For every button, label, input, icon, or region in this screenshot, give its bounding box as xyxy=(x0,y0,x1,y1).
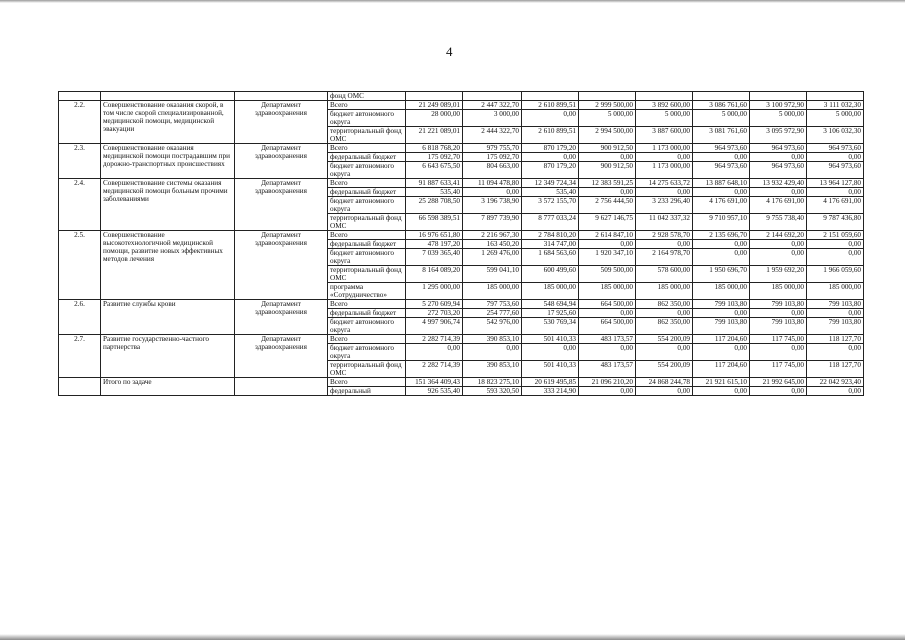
amount-cell: 870 179,20 xyxy=(522,144,579,153)
amount-cell: 25 288 708,50 xyxy=(406,197,463,214)
amount-cell: 14 275 633,72 xyxy=(636,179,693,188)
amount-cell: 964 973,60 xyxy=(693,162,750,179)
amount-cell: 185 000,00 xyxy=(636,283,693,300)
amount-cell: 0,00 xyxy=(807,240,864,249)
amount-cell: 0,00 xyxy=(636,240,693,249)
amount-cell: 175 092,70 xyxy=(406,153,463,162)
department-cell: Департамент здравоохранения xyxy=(235,101,328,144)
table-row xyxy=(59,101,864,110)
amount-cell: 0,00 xyxy=(807,188,864,197)
amount-cell: 501 410,33 xyxy=(522,361,579,378)
amount-cell: 0,00 xyxy=(579,344,636,361)
amount-cell: 600 499,60 xyxy=(522,266,579,283)
amount-cell: 1 684 563,60 xyxy=(522,249,579,266)
empty-cell xyxy=(522,92,579,101)
amount-cell: 13 887 648,10 xyxy=(693,179,750,188)
amount-cell: 797 753,60 xyxy=(463,300,522,309)
amount-cell: 1 295 000,00 xyxy=(406,283,463,300)
scan-edge-bottom xyxy=(0,634,905,640)
amount-cell: 118 127,70 xyxy=(807,335,864,344)
source-cell: бюджет автономного округа xyxy=(328,197,406,214)
amount-cell: 870 179,20 xyxy=(522,162,579,179)
amount-cell: 1 920 347,10 xyxy=(579,249,636,266)
department-cell: Департамент здравоохранения xyxy=(235,179,328,231)
amount-cell: 272 703,20 xyxy=(406,309,463,318)
empty-cell xyxy=(579,92,636,101)
amount-cell: 5 000,00 xyxy=(636,110,693,127)
amount-cell: 9 787 436,80 xyxy=(807,214,864,231)
amount-cell: 2 282 714,39 xyxy=(406,361,463,378)
source-cell: территориальный фонд ОМС xyxy=(328,266,406,283)
amount-cell: 91 887 633,41 xyxy=(406,179,463,188)
item-number-cell: 2.3. xyxy=(59,144,101,179)
department-cell xyxy=(235,378,328,396)
amount-cell: 6 643 675,50 xyxy=(406,162,463,179)
department-cell: Департамент здравоохранения xyxy=(235,300,328,335)
amount-cell: 9 755 738,40 xyxy=(750,214,807,231)
amount-cell: 5 000,00 xyxy=(807,110,864,127)
amount-cell: 333 214,90 xyxy=(522,387,579,396)
amount-cell: 2 610 899,51 xyxy=(522,127,579,144)
amount-cell: 0,00 xyxy=(636,188,693,197)
item-name-cell: Развитие службы крови xyxy=(101,300,235,335)
amount-cell: 578 600,00 xyxy=(636,266,693,283)
source-cell: бюджет автономного округа xyxy=(328,162,406,179)
source-cell: бюджет автономного округа xyxy=(328,110,406,127)
amount-cell: 0,00 xyxy=(636,309,693,318)
amount-cell: 979 755,70 xyxy=(463,144,522,153)
department-cell: Департамент здравоохранения xyxy=(235,231,328,300)
amount-cell: 664 500,00 xyxy=(579,300,636,309)
amount-cell: 5 000,00 xyxy=(579,110,636,127)
amount-cell: 1 269 476,00 xyxy=(463,249,522,266)
amount-cell: 390 853,10 xyxy=(463,361,522,378)
amount-cell: 3 000,00 xyxy=(463,110,522,127)
item-number-cell xyxy=(59,378,101,396)
amount-cell: 17 925,60 xyxy=(522,309,579,318)
empty-cell xyxy=(59,92,101,101)
table-row xyxy=(59,335,864,344)
amount-cell: 599 041,10 xyxy=(463,266,522,283)
source-cell: территориальный фонд ОМС xyxy=(328,127,406,144)
empty-cell xyxy=(693,92,750,101)
amount-cell: 1 959 692,20 xyxy=(750,266,807,283)
amount-cell: 12 349 724,34 xyxy=(522,179,579,188)
amount-cell: 0,00 xyxy=(693,153,750,162)
amount-cell: 0,00 xyxy=(522,153,579,162)
amount-cell: 0,00 xyxy=(693,249,750,266)
item-name-cell: Совершенствование системы оказания медицинской помощи больным прочими заболеваниями xyxy=(101,179,235,231)
amount-cell: 390 853,10 xyxy=(463,335,522,344)
amount-cell: 0,00 xyxy=(750,153,807,162)
amount-cell: 0,00 xyxy=(750,344,807,361)
amount-cell: 22 042 923,40 xyxy=(807,378,864,387)
amount-cell: 548 694,94 xyxy=(522,300,579,309)
table-row xyxy=(59,300,864,309)
table-row xyxy=(59,231,864,240)
source-cell: Всего xyxy=(328,378,406,387)
amount-cell: 0,00 xyxy=(522,344,579,361)
item-name-cell: Совершенствование оказания медицинской помощи пострадавшим при дорожно-транспортных происшествиях xyxy=(101,144,235,179)
amount-cell: 11 042 337,32 xyxy=(636,214,693,231)
amount-cell: 3 086 761,60 xyxy=(693,101,750,110)
amount-cell: 535,40 xyxy=(406,188,463,197)
amount-cell: 804 663,00 xyxy=(463,162,522,179)
amount-cell: 862 350,00 xyxy=(636,300,693,309)
amount-cell: 900 912,50 xyxy=(579,162,636,179)
amount-cell: 24 868 244,78 xyxy=(636,378,693,387)
amount-cell: 117 204,60 xyxy=(693,361,750,378)
item-number-cell: 2.5. xyxy=(59,231,101,300)
amount-cell: 7 897 739,90 xyxy=(463,214,522,231)
amount-cell: 0,00 xyxy=(522,110,579,127)
empty-cell xyxy=(235,92,328,101)
amount-cell: 21 921 615,10 xyxy=(693,378,750,387)
source-cell: федеральный бюджет xyxy=(328,240,406,249)
amount-cell: 16 976 651,80 xyxy=(406,231,463,240)
amount-cell: 0,00 xyxy=(807,309,864,318)
amount-cell: 862 350,00 xyxy=(636,318,693,335)
source-cell: федеральный xyxy=(328,387,406,396)
source-cell: территориальный фонд ОМС xyxy=(328,361,406,378)
amount-cell: 21 096 210,20 xyxy=(579,378,636,387)
amount-cell: 8 777 033,24 xyxy=(522,214,579,231)
amount-cell: 3 106 032,30 xyxy=(807,127,864,144)
amount-cell: 535,40 xyxy=(522,188,579,197)
empty-cell xyxy=(807,92,864,101)
amount-cell: 0,00 xyxy=(807,344,864,361)
empty-cell xyxy=(406,92,463,101)
amount-cell: 964 973,60 xyxy=(750,144,807,153)
amount-cell: 799 103,80 xyxy=(693,300,750,309)
table-row xyxy=(59,179,864,188)
amount-cell: 509 500,00 xyxy=(579,266,636,283)
amount-cell: 0,00 xyxy=(579,309,636,318)
amount-cell: 2 164 978,70 xyxy=(636,249,693,266)
amount-cell: 554 200,09 xyxy=(636,335,693,344)
amount-cell: 501 410,33 xyxy=(522,335,579,344)
amount-cell: 6 818 768,20 xyxy=(406,144,463,153)
amount-cell: 0,00 xyxy=(693,344,750,361)
amount-cell: 0,00 xyxy=(750,249,807,266)
empty-cell xyxy=(463,92,522,101)
page-number: 4 xyxy=(446,44,453,59)
amount-cell: 3 100 972,90 xyxy=(750,101,807,110)
amount-cell: 554 200,09 xyxy=(636,361,693,378)
amount-cell: 0,00 xyxy=(693,240,750,249)
amount-cell: 13 932 429,40 xyxy=(750,179,807,188)
empty-cell xyxy=(750,92,807,101)
amount-cell: 964 973,60 xyxy=(693,144,750,153)
amount-cell: 5 000,00 xyxy=(750,110,807,127)
table-row xyxy=(59,378,864,387)
empty-cell xyxy=(636,92,693,101)
amount-cell: 483 173,57 xyxy=(579,335,636,344)
amount-cell: 185 000,00 xyxy=(522,283,579,300)
amount-cell: 21 249 089,01 xyxy=(406,101,463,110)
item-name-cell: Совершенствование высокотехнологичной медицинской помощи, развитие новых эффективных методов лечения xyxy=(101,231,235,300)
amount-cell: 11 094 478,80 xyxy=(463,179,522,188)
amount-cell: 0,00 xyxy=(750,309,807,318)
scan-edge-top xyxy=(0,0,905,3)
amount-cell: 175 092,70 xyxy=(463,153,522,162)
amount-cell: 1 966 059,60 xyxy=(807,266,864,283)
amount-cell: 483 173,57 xyxy=(579,361,636,378)
amount-cell: 66 598 389,51 xyxy=(406,214,463,231)
source-cell: Всего xyxy=(328,335,406,344)
department-cell: Департамент здравоохранения xyxy=(235,144,328,179)
amount-cell: 0,00 xyxy=(579,153,636,162)
amount-cell: 0,00 xyxy=(579,387,636,396)
source-cell: программа «Сотрудничество» xyxy=(328,283,406,300)
amount-cell: 0,00 xyxy=(406,344,463,361)
amount-cell: 2 756 444,50 xyxy=(579,197,636,214)
amount-cell: 0,00 xyxy=(463,344,522,361)
amount-cell: 3 887 600,00 xyxy=(636,127,693,144)
amount-cell: 2 216 967,30 xyxy=(463,231,522,240)
amount-cell: 799 103,80 xyxy=(750,300,807,309)
amount-cell: 2 994 500,00 xyxy=(579,127,636,144)
item-number-cell: 2.2. xyxy=(59,101,101,144)
amount-cell: 799 103,80 xyxy=(807,300,864,309)
amount-cell: 3 095 972,90 xyxy=(750,127,807,144)
item-name-cell: Итого по задаче xyxy=(101,378,235,396)
amount-cell: 185 000,00 xyxy=(579,283,636,300)
amount-cell: 117 204,60 xyxy=(693,335,750,344)
amount-cell: 118 127,70 xyxy=(807,361,864,378)
amount-cell: 21 992 645,00 xyxy=(750,378,807,387)
amount-cell: 1 950 696,70 xyxy=(693,266,750,283)
amount-cell: 28 000,00 xyxy=(406,110,463,127)
amount-cell: 530 769,34 xyxy=(522,318,579,335)
amount-cell: 1 173 000,00 xyxy=(636,162,693,179)
amount-cell: 2 999 500,00 xyxy=(579,101,636,110)
source-cell: бюджет автономного округа xyxy=(328,249,406,266)
amount-cell: 3 081 761,60 xyxy=(693,127,750,144)
amount-cell: 2 784 810,20 xyxy=(522,231,579,240)
amount-cell: 799 103,80 xyxy=(750,318,807,335)
amount-cell: 799 103,80 xyxy=(693,318,750,335)
source-cell: Всего xyxy=(328,231,406,240)
amount-cell: 0,00 xyxy=(693,387,750,396)
amount-cell: 542 976,00 xyxy=(463,318,522,335)
amount-cell: 20 619 495,85 xyxy=(522,378,579,387)
amount-cell: 117 745,00 xyxy=(750,335,807,344)
amount-cell: 0,00 xyxy=(579,240,636,249)
amount-cell: 0,00 xyxy=(636,344,693,361)
amount-cell: 13 964 127,80 xyxy=(807,179,864,188)
amount-cell: 4 176 691,00 xyxy=(807,197,864,214)
amount-cell: 18 823 275,10 xyxy=(463,378,522,387)
amount-cell: 3 196 738,90 xyxy=(463,197,522,214)
amount-cell: 3 233 296,40 xyxy=(636,197,693,214)
amount-cell: 12 383 591,25 xyxy=(579,179,636,188)
amount-cell: 4 997 906,74 xyxy=(406,318,463,335)
amount-cell: 2 151 059,60 xyxy=(807,231,864,240)
continuation-row xyxy=(59,92,864,101)
amount-cell: 0,00 xyxy=(750,188,807,197)
amount-cell: 2 614 847,10 xyxy=(579,231,636,240)
amount-cell: 9 627 146,75 xyxy=(579,214,636,231)
budget-table xyxy=(58,91,864,396)
amount-cell: 2 610 899,51 xyxy=(522,101,579,110)
amount-cell: 185 000,00 xyxy=(463,283,522,300)
amount-cell: 3 892 600,00 xyxy=(636,101,693,110)
amount-cell: 3 572 155,70 xyxy=(522,197,579,214)
amount-cell: 964 973,60 xyxy=(750,162,807,179)
amount-cell: 185 000,00 xyxy=(750,283,807,300)
source-cell: фонд ОМС xyxy=(328,92,406,101)
amount-cell: 254 777,60 xyxy=(463,309,522,318)
budget-table-body xyxy=(59,92,864,396)
amount-cell: 117 745,00 xyxy=(750,361,807,378)
table-row xyxy=(59,144,864,153)
item-name-cell: Развитие государственно-частного партнерства xyxy=(101,335,235,378)
amount-cell: 151 364 409,43 xyxy=(406,378,463,387)
department-cell: Департамент здравоохранения xyxy=(235,335,328,378)
item-number-cell: 2.7. xyxy=(59,335,101,378)
amount-cell: 8 164 089,20 xyxy=(406,266,463,283)
amount-cell: 21 221 089,01 xyxy=(406,127,463,144)
amount-cell: 0,00 xyxy=(693,188,750,197)
amount-cell: 2 135 696,70 xyxy=(693,231,750,240)
amount-cell: 799 103,80 xyxy=(807,318,864,335)
amount-cell: 4 176 691,00 xyxy=(750,197,807,214)
amount-cell: 900 912,50 xyxy=(579,144,636,153)
amount-cell: 0,00 xyxy=(636,153,693,162)
amount-cell: 0,00 xyxy=(807,249,864,266)
source-cell: Всего xyxy=(328,300,406,309)
amount-cell: 926 535,40 xyxy=(406,387,463,396)
amount-cell: 964 973,60 xyxy=(807,144,864,153)
source-cell: федеральный бюджет xyxy=(328,309,406,318)
amount-cell: 163 450,20 xyxy=(463,240,522,249)
amount-cell: 0,00 xyxy=(807,153,864,162)
item-name-cell: Совершенствование оказания скорой, в том числе скорой специализированной, медицинской помощи, медицинской эвакуации xyxy=(101,101,235,144)
amount-cell: 478 197,20 xyxy=(406,240,463,249)
amount-cell: 3 111 032,30 xyxy=(807,101,864,110)
source-cell: федеральный бюджет xyxy=(328,188,406,197)
amount-cell: 0,00 xyxy=(750,240,807,249)
amount-cell: 0,00 xyxy=(693,309,750,318)
amount-cell: 0,00 xyxy=(579,188,636,197)
amount-cell: 314 747,00 xyxy=(522,240,579,249)
amount-cell: 0,00 xyxy=(636,387,693,396)
source-cell: Всего xyxy=(328,101,406,110)
amount-cell: 1 173 000,00 xyxy=(636,144,693,153)
amount-cell: 5 000,00 xyxy=(693,110,750,127)
item-number-cell: 2.6. xyxy=(59,300,101,335)
amount-cell: 4 176 691,00 xyxy=(693,197,750,214)
source-cell: федеральный бюджет xyxy=(328,153,406,162)
item-number-cell: 2.4. xyxy=(59,179,101,231)
amount-cell: 2 144 692,20 xyxy=(750,231,807,240)
amount-cell: 9 710 957,10 xyxy=(693,214,750,231)
source-cell: бюджет автономного округа xyxy=(328,318,406,335)
amount-cell: 0,00 xyxy=(750,387,807,396)
amount-cell: 5 270 609,94 xyxy=(406,300,463,309)
amount-cell: 185 000,00 xyxy=(807,283,864,300)
amount-cell: 2 282 714,39 xyxy=(406,335,463,344)
amount-cell: 2 447 322,70 xyxy=(463,101,522,110)
source-cell: Всего xyxy=(328,179,406,188)
source-cell: территориальный фонд ОМС xyxy=(328,214,406,231)
amount-cell: 964 973,60 xyxy=(807,162,864,179)
amount-cell: 0,00 xyxy=(807,387,864,396)
amount-cell: 593 320,50 xyxy=(463,387,522,396)
amount-cell: 664 500,00 xyxy=(579,318,636,335)
amount-cell: 7 039 365,40 xyxy=(406,249,463,266)
empty-cell xyxy=(101,92,235,101)
amount-cell: 2 928 578,70 xyxy=(636,231,693,240)
amount-cell: 185 000,00 xyxy=(693,283,750,300)
amount-cell: 0,00 xyxy=(463,188,522,197)
source-cell: бюджет автономного округа xyxy=(328,344,406,361)
amount-cell: 2 444 322,70 xyxy=(463,127,522,144)
source-cell: Всего xyxy=(328,144,406,153)
